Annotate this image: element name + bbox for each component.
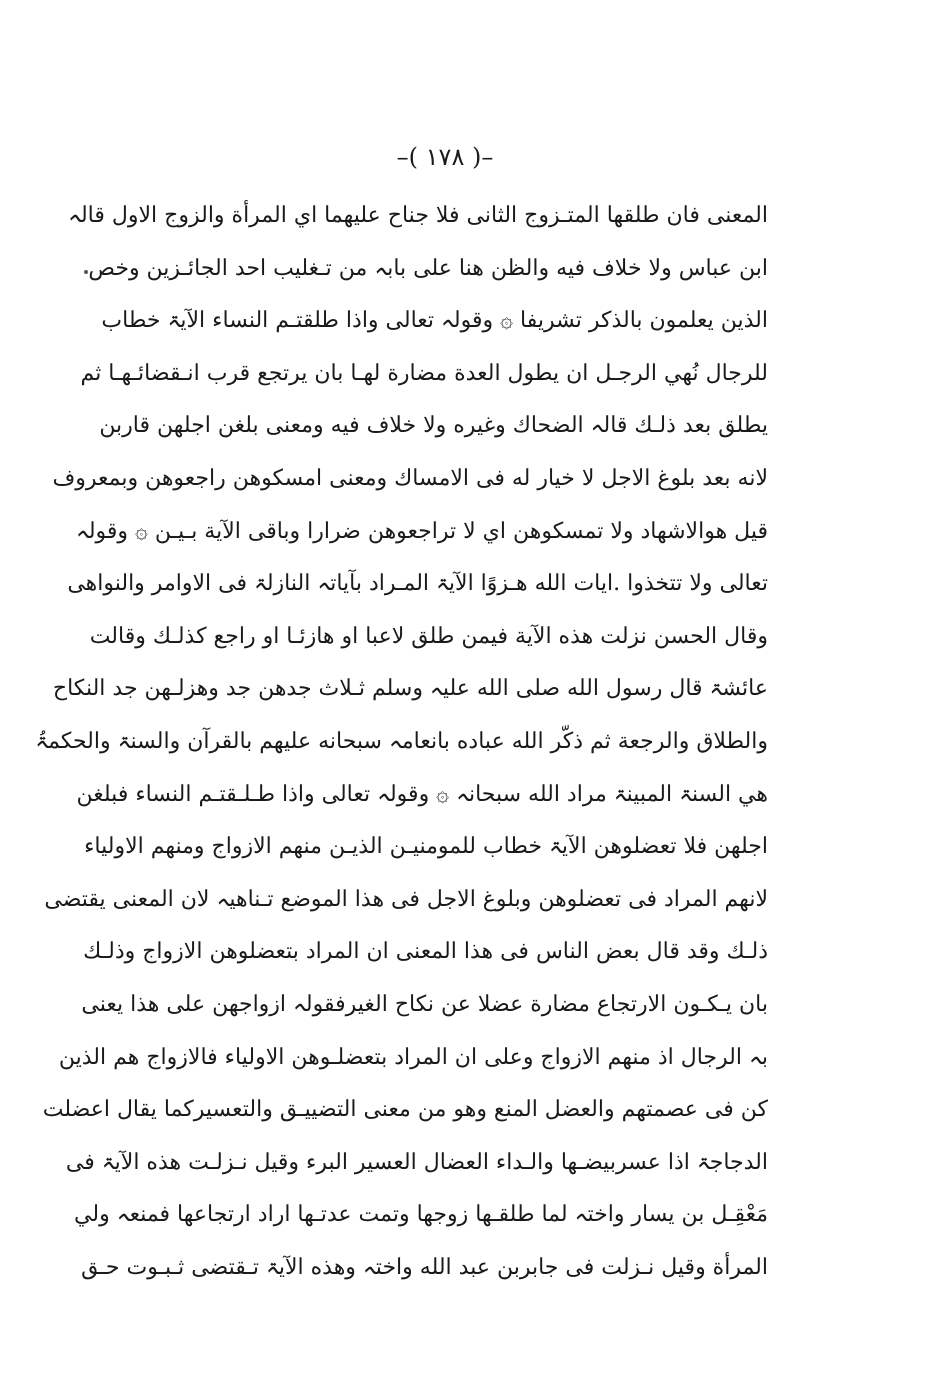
text-line: والطلاق والرجعة ثم ذكّر الله عباده بانعامہ سبحانه عليهم بالقرآن والسنۃ والحكمۃُ xyxy=(35,728,768,754)
text-line: للرجال نُهي الرجـل ان يطول العدة مضارة لهـا بان يرتجع قرب انـقضائـهـا ثم xyxy=(80,360,768,386)
text-line: ابن عباس ولا خلاف فيه والظن هنا على بابہ من تـغليب احد الجائـزين وخص xyxy=(88,255,768,281)
text-line: وقال الحسن نزلت هذه الآية فيمن طلق لاعبا او هازئـا او راجع كذلـك وقالت xyxy=(89,623,768,649)
text-line: قيل هوالاشهاد ولا تمسكوهن اي لا تراجعوهن ضرارا وباقى الآية بـيـن ۞ وقولہ xyxy=(75,518,768,544)
text-line: ذلـك وقد قال بعض الناس فى هذا المعنى ان المراد بتعضلوهن الازواج وذلـك xyxy=(83,939,768,965)
text-line: بہ الرجال اذ منهم الازواج وعلى ان المراد بتعضلـوهن الاولياء فالازواج هم الذين xyxy=(58,1044,768,1070)
text-line: تعالى ولا تتخذوا .ايات الله هـزوًا الآيۃ المـراد بآياتہ النازلۃ فى الاوامر والنواهى xyxy=(67,571,768,597)
text-line: بان يـكـون الارتجاع مضارة عضلا عن نكاح الغيرفقولہ ازواجهن على هذا يعنى xyxy=(81,991,768,1017)
text-line: المعنى فان طلقها المتـزوج الثانى فلا جناح عليهما اي المرأة والزوج الاول قالہ xyxy=(68,203,768,228)
page-number: –( ۱۷۸ )– xyxy=(396,143,494,171)
text-line: مَعْقِـل بن يسار واختہ لما طلقـها زوجها وتمت عدتـها اراد ارتجاعها فمنعہ ولي xyxy=(74,1202,768,1228)
margin-speck xyxy=(84,270,88,274)
text-line: المرأة وقيل نـزلت فى جابربن عبد الله واختہ وهذه الآيۃ تـقتضى ثـبـوت حـق xyxy=(81,1254,768,1280)
text-line: الدجاجۃ اذا عسربيضـها والـداء العضال العسير البرء وقيل نـزلـت هذه الآيۃ فى xyxy=(65,1149,768,1175)
body-text xyxy=(35,190,768,1294)
text-line: الذين يعلمون بالذكر تشريفا ۞ وقولہ تعالى واذا طلقتـم النساء الآيۃ خطاب xyxy=(101,308,768,334)
text-line: عائشۃ قال رسول الله صلى الله عليہ وسلم ثـلاث جدهن جد وهزلـهن جد النكاح xyxy=(52,676,768,702)
text-line: يطلق بعد ذلـك قالہ الضحاك وغيره ولا خلاف فيه ومعنى بلغن اجلهن قاربن xyxy=(99,413,768,439)
text-line: اجلهن فلا تعضلوهن الآيۃ خطاب للمومنيـن الذيـن منهم الازواج ومنهم الاولياء xyxy=(84,834,768,860)
text-line: كن فى عصمتهم والعضل المنع وهو من معنى التضييـق والتعسيركما يقال اعضلت xyxy=(42,1097,768,1123)
text-line: لانه بعد بلوغ الاجل لا خيار له فى الامساك ومعنى امسكوهن راجعوهن وبمعروف xyxy=(52,465,768,491)
text-line: هي السنۃ المبينۃ مراد الله سبحانہ ۞ وقولہ تعالى واذا طـلـقتـم النساء فبلغن xyxy=(76,781,768,807)
text-line: لانهم المراد فى تعضلوهن وبلوغ الاجل فى هذا الموضع تـناهيہ لان المعنى يقتضى xyxy=(44,886,768,912)
